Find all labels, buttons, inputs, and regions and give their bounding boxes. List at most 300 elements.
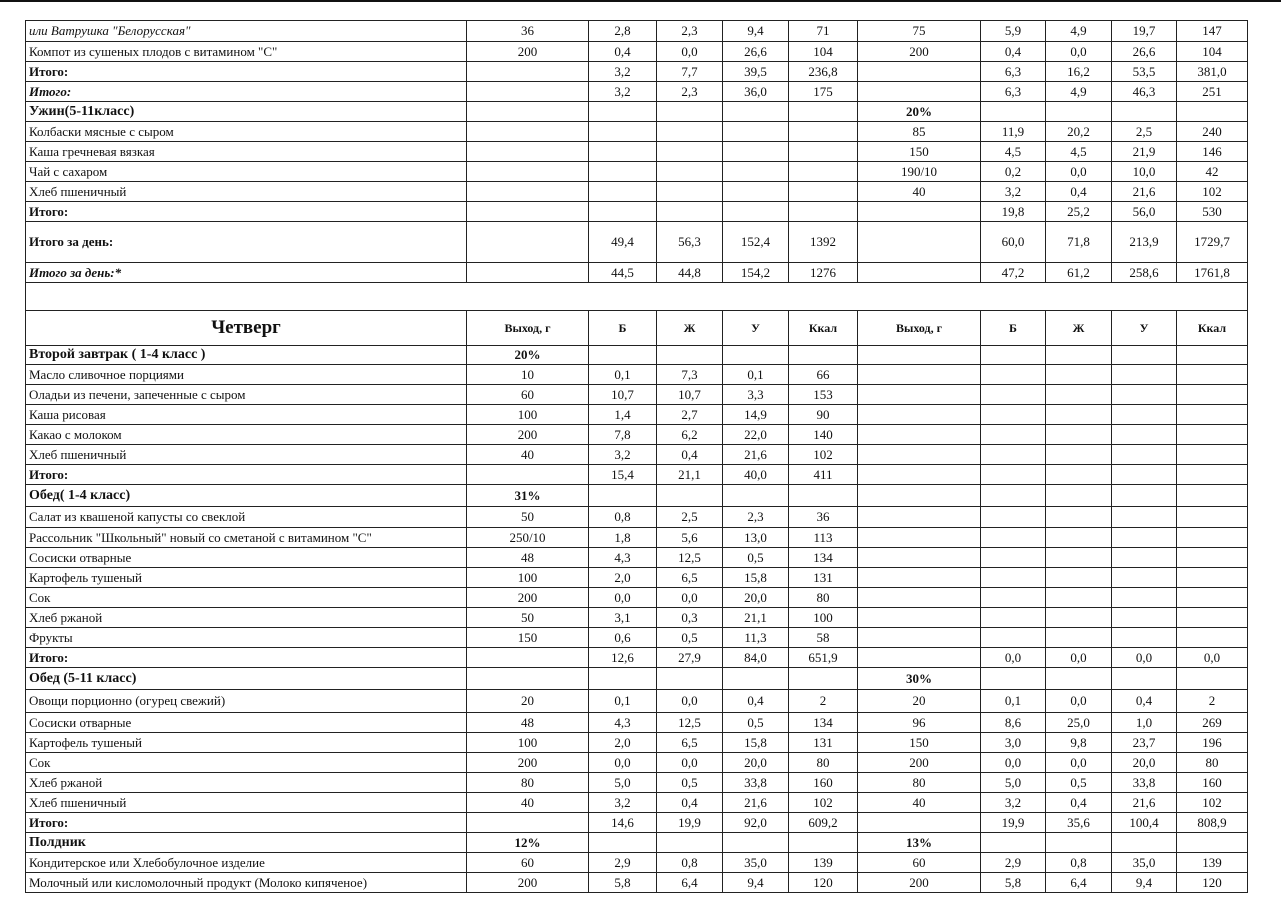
fat-1-4-cell: 12,5 xyxy=(657,548,723,568)
carbs-5-11-cell xyxy=(1112,346,1177,365)
fat-5-11-cell: 6,4 xyxy=(1046,873,1112,893)
kcal-1-4-cell: 131 xyxy=(789,568,858,588)
fat-5-11-cell: 25,2 xyxy=(1046,202,1112,222)
table-row xyxy=(26,202,1248,222)
protein-1-4-cell xyxy=(589,142,657,162)
protein-1-4-cell xyxy=(589,668,657,690)
carbs-1-4-cell: 40,0 xyxy=(723,465,789,485)
fat-5-11-cell xyxy=(1046,668,1112,690)
fat-5-11-cell: 4,9 xyxy=(1046,82,1112,102)
protein-5-11-cell xyxy=(981,628,1046,648)
yield-5-11-cell: 80 xyxy=(858,773,981,793)
section-header-row xyxy=(26,346,1248,365)
kcal-5-11-cell xyxy=(1177,465,1248,485)
yield-1-4-cell: 10 xyxy=(467,365,589,385)
yield-1-4-cell: 50 xyxy=(467,608,589,628)
yield-5-11-cell xyxy=(858,346,981,365)
protein-5-11-cell: 3,2 xyxy=(981,793,1046,813)
fat-1-4-cell: 12,5 xyxy=(657,713,723,733)
carbs-5-11-cell: 21,6 xyxy=(1112,793,1177,813)
yield-1-4-cell: 200 xyxy=(467,873,589,893)
item-name-cell: или Ватрушка "Белорусская" xyxy=(26,21,467,42)
kcal-1-4-cell xyxy=(789,202,858,222)
carbs-1-4-cell: 152,4 xyxy=(723,222,789,263)
yield-5-11-cell: 30% xyxy=(858,668,981,690)
fat-1-4-cell: 0,4 xyxy=(657,793,723,813)
table-row xyxy=(26,122,1248,142)
protein-5-11-cell xyxy=(981,465,1046,485)
protein-1-4-cell xyxy=(589,182,657,202)
kcal-1-4-cell: 160 xyxy=(789,773,858,793)
kcal-1-4-cell xyxy=(789,485,858,507)
carbs-5-11-cell: 10,0 xyxy=(1112,162,1177,182)
protein-5-11-cell xyxy=(981,548,1046,568)
carbs-1-4-cell: 0,5 xyxy=(723,713,789,733)
protein-5-11-cell xyxy=(981,608,1046,628)
yield-5-11-cell: 200 xyxy=(858,42,981,62)
kcal-1-4-cell: 134 xyxy=(789,548,858,568)
kcal-1-4-cell xyxy=(789,162,858,182)
item-name-cell: Хлеб пшеничный xyxy=(26,445,467,465)
carbs-5-11-cell: 20,0 xyxy=(1112,753,1177,773)
item-name-cell: Каша рисовая xyxy=(26,405,467,425)
carbs-1-4-cell: 22,0 xyxy=(723,425,789,445)
fat-1-4-cell xyxy=(657,485,723,507)
carbs-1-4-cell: 154,2 xyxy=(723,263,789,283)
section-header-row xyxy=(26,833,1248,853)
section-header-row xyxy=(26,485,1248,507)
kcal-1-4-cell: 131 xyxy=(789,733,858,753)
fat-5-11-cell: 71,8 xyxy=(1046,222,1112,263)
table-row xyxy=(26,465,1248,485)
kcal-5-11-cell xyxy=(1177,628,1248,648)
carbs-1-4-cell: 3,3 xyxy=(723,385,789,405)
fat-1-4-cell: 6,5 xyxy=(657,568,723,588)
protein-5-11-cell: 47,2 xyxy=(981,263,1046,283)
yield-1-4-cell: Выход, г xyxy=(467,311,589,346)
table-row xyxy=(26,608,1248,628)
protein-1-4-cell: 5,0 xyxy=(589,773,657,793)
kcal-5-11-cell xyxy=(1177,528,1248,548)
carbs-5-11-cell: 0,4 xyxy=(1112,690,1177,713)
fat-1-4-cell: 19,9 xyxy=(657,813,723,833)
carbs-1-4-cell xyxy=(723,182,789,202)
yield-5-11-cell xyxy=(858,528,981,548)
table-row xyxy=(26,42,1248,62)
fat-5-11-cell: 0,0 xyxy=(1046,162,1112,182)
table-row xyxy=(26,405,1248,425)
kcal-5-11-cell xyxy=(1177,548,1248,568)
carbs-5-11-cell xyxy=(1112,588,1177,608)
kcal-5-11-cell: 1729,7 xyxy=(1177,222,1248,263)
yield-1-4-cell xyxy=(467,263,589,283)
item-name-cell: Ужин(5-11класс) xyxy=(26,102,467,122)
yield-1-4-cell xyxy=(467,668,589,690)
fat-5-11-cell xyxy=(1046,405,1112,425)
item-name-cell: Итого: xyxy=(26,465,467,485)
carbs-1-4-cell xyxy=(723,346,789,365)
carbs-5-11-cell: 21,9 xyxy=(1112,142,1177,162)
yield-1-4-cell xyxy=(467,182,589,202)
item-name-cell: Салат из квашеной капусты со свеклой xyxy=(26,507,467,528)
fat-5-11-cell xyxy=(1046,507,1112,528)
yield-5-11-cell: 20% xyxy=(858,102,981,122)
fat-1-4-cell xyxy=(657,102,723,122)
kcal-1-4-cell xyxy=(789,182,858,202)
protein-5-11-cell: 5,9 xyxy=(981,21,1046,42)
yield-5-11-cell: 190/10 xyxy=(858,162,981,182)
carbs-5-11-cell: 53,5 xyxy=(1112,62,1177,82)
kcal-5-11-cell xyxy=(1177,445,1248,465)
fat-1-4-cell: 0,0 xyxy=(657,690,723,713)
yield-5-11-cell: 200 xyxy=(858,873,981,893)
item-name-cell: Сосиски отварные xyxy=(26,713,467,733)
kcal-1-4-cell: 175 xyxy=(789,82,858,102)
protein-5-11-cell xyxy=(981,385,1046,405)
carbs-5-11-cell: 19,7 xyxy=(1112,21,1177,42)
protein-5-11-cell: 4,5 xyxy=(981,142,1046,162)
kcal-1-4-cell xyxy=(789,833,858,853)
kcal-5-11-cell: 269 xyxy=(1177,713,1248,733)
protein-1-4-cell: 0,1 xyxy=(589,365,657,385)
table-row xyxy=(26,507,1248,528)
item-name-cell: Сок xyxy=(26,588,467,608)
kcal-5-11-cell xyxy=(1177,833,1248,853)
fat-1-4-cell: 7,3 xyxy=(657,365,723,385)
kcal-5-11-cell: 196 xyxy=(1177,733,1248,753)
fat-1-4-cell xyxy=(657,833,723,853)
protein-5-11-cell xyxy=(981,102,1046,122)
item-name-cell: Четверг xyxy=(26,311,467,346)
item-name-cell: Итого: xyxy=(26,82,467,102)
carbs-5-11-cell xyxy=(1112,833,1177,853)
protein-5-11-cell: 0,1 xyxy=(981,690,1046,713)
yield-5-11-cell: 75 xyxy=(858,21,981,42)
yield-1-4-cell xyxy=(467,122,589,142)
fat-5-11-cell xyxy=(1046,385,1112,405)
yield-5-11-cell: Выход, г xyxy=(858,311,981,346)
carbs-1-4-cell: 84,0 xyxy=(723,648,789,668)
yield-1-4-cell xyxy=(467,162,589,182)
yield-1-4-cell: 200 xyxy=(467,42,589,62)
protein-1-4-cell: 1,8 xyxy=(589,528,657,548)
table-row xyxy=(26,425,1248,445)
kcal-1-4-cell: 609,2 xyxy=(789,813,858,833)
carbs-5-11-cell xyxy=(1112,425,1177,445)
yield-1-4-cell xyxy=(467,82,589,102)
carbs-1-4-cell xyxy=(723,668,789,690)
carbs-5-11-cell xyxy=(1112,465,1177,485)
protein-5-11-cell xyxy=(981,405,1046,425)
fat-5-11-cell: 35,6 xyxy=(1046,813,1112,833)
yield-1-4-cell: 100 xyxy=(467,568,589,588)
protein-5-11-cell: 6,3 xyxy=(981,62,1046,82)
item-name-cell: Картофель тушеный xyxy=(26,568,467,588)
section-header-row xyxy=(26,102,1248,122)
fat-5-11-cell: 0,0 xyxy=(1046,753,1112,773)
table-row xyxy=(26,445,1248,465)
fat-5-11-cell: 16,2 xyxy=(1046,62,1112,82)
fat-5-11-cell: 0,0 xyxy=(1046,690,1112,713)
item-name-cell: Каша гречневая вязкая xyxy=(26,142,467,162)
section-header-row xyxy=(26,668,1248,690)
carbs-5-11-cell: 0,0 xyxy=(1112,648,1177,668)
carbs-1-4-cell: 20,0 xyxy=(723,588,789,608)
fat-5-11-cell: 20,2 xyxy=(1046,122,1112,142)
carbs-1-4-cell: 35,0 xyxy=(723,853,789,873)
scan-edge-line xyxy=(0,0,1281,2)
protein-5-11-cell xyxy=(981,425,1046,445)
fat-5-11-cell: 0,0 xyxy=(1046,648,1112,668)
yield-5-11-cell: 96 xyxy=(858,713,981,733)
carbs-1-4-cell: 26,6 xyxy=(723,42,789,62)
kcal-5-11-cell xyxy=(1177,365,1248,385)
kcal-1-4-cell: 236,8 xyxy=(789,62,858,82)
yield-5-11-cell xyxy=(858,813,981,833)
carbs-1-4-cell: У xyxy=(723,311,789,346)
carbs-1-4-cell: 0,4 xyxy=(723,690,789,713)
fat-1-4-cell: 0,3 xyxy=(657,608,723,628)
protein-5-11-cell xyxy=(981,668,1046,690)
yield-5-11-cell xyxy=(858,445,981,465)
item-name-cell: Фрукты xyxy=(26,628,467,648)
carbs-5-11-cell: 100,4 xyxy=(1112,813,1177,833)
kcal-1-4-cell: 36 xyxy=(789,507,858,528)
fat-1-4-cell xyxy=(657,668,723,690)
fat-1-4-cell: 0,5 xyxy=(657,628,723,648)
yield-1-4-cell: 80 xyxy=(467,773,589,793)
yield-1-4-cell xyxy=(467,62,589,82)
kcal-1-4-cell: 2 xyxy=(789,690,858,713)
kcal-1-4-cell: 651,9 xyxy=(789,648,858,668)
kcal-5-11-cell: 102 xyxy=(1177,182,1248,202)
carbs-5-11-cell xyxy=(1112,528,1177,548)
carbs-1-4-cell: 21,1 xyxy=(723,608,789,628)
yield-5-11-cell xyxy=(858,507,981,528)
carbs-1-4-cell: 11,3 xyxy=(723,628,789,648)
yield-1-4-cell xyxy=(467,648,589,668)
protein-1-4-cell: 12,6 xyxy=(589,648,657,668)
protein-1-4-cell: 3,2 xyxy=(589,62,657,82)
carbs-1-4-cell: 0,1 xyxy=(723,365,789,385)
table-row xyxy=(26,548,1248,568)
kcal-5-11-cell xyxy=(1177,588,1248,608)
fat-1-4-cell: 0,8 xyxy=(657,853,723,873)
fat-1-4-cell: 21,1 xyxy=(657,465,723,485)
carbs-1-4-cell: 20,0 xyxy=(723,753,789,773)
carbs-5-11-cell: 2,5 xyxy=(1112,122,1177,142)
item-name-cell: Компот из сушеных плодов с витамином "С" xyxy=(26,42,467,62)
kcal-5-11-cell: 80 xyxy=(1177,753,1248,773)
carbs-1-4-cell: 15,8 xyxy=(723,568,789,588)
protein-1-4-cell: 3,2 xyxy=(589,82,657,102)
yield-5-11-cell xyxy=(858,485,981,507)
kcal-5-11-cell: 530 xyxy=(1177,202,1248,222)
protein-1-4-cell xyxy=(589,833,657,853)
kcal-5-11-cell: 160 xyxy=(1177,773,1248,793)
protein-5-11-cell: 0,4 xyxy=(981,42,1046,62)
fat-5-11-cell xyxy=(1046,588,1112,608)
kcal-5-11-cell: 240 xyxy=(1177,122,1248,142)
fat-1-4-cell: 2,7 xyxy=(657,405,723,425)
item-name-cell: Итого: xyxy=(26,202,467,222)
fat-5-11-cell xyxy=(1046,425,1112,445)
carbs-5-11-cell: 258,6 xyxy=(1112,263,1177,283)
table-row xyxy=(26,773,1248,793)
yield-5-11-cell xyxy=(858,648,981,668)
yield-5-11-cell: 13% xyxy=(858,833,981,853)
kcal-5-11-cell: 104 xyxy=(1177,42,1248,62)
item-name-cell: Рассольник "Школьный" новый со сметаной с витамином "С" xyxy=(26,528,467,548)
fat-5-11-cell xyxy=(1046,445,1112,465)
fat-1-4-cell: 0,0 xyxy=(657,588,723,608)
item-name-cell: Полдник xyxy=(26,833,467,853)
carbs-1-4-cell xyxy=(723,102,789,122)
fat-5-11-cell: 9,8 xyxy=(1046,733,1112,753)
protein-5-11-cell: Б xyxy=(981,311,1046,346)
fat-1-4-cell: 0,4 xyxy=(657,445,723,465)
protein-1-4-cell: 5,8 xyxy=(589,873,657,893)
yield-1-4-cell: 40 xyxy=(467,793,589,813)
fat-1-4-cell: 5,6 xyxy=(657,528,723,548)
carbs-5-11-cell: 1,0 xyxy=(1112,713,1177,733)
table-row xyxy=(26,648,1248,668)
yield-5-11-cell xyxy=(858,222,981,263)
table-row xyxy=(26,142,1248,162)
kcal-5-11-cell xyxy=(1177,102,1248,122)
kcal-1-4-cell: 104 xyxy=(789,42,858,62)
protein-5-11-cell: 0,0 xyxy=(981,753,1046,773)
yield-1-4-cell: 50 xyxy=(467,507,589,528)
fat-1-4-cell xyxy=(657,122,723,142)
kcal-5-11-cell: 102 xyxy=(1177,793,1248,813)
carbs-1-4-cell: 9,4 xyxy=(723,873,789,893)
kcal-1-4-cell: 80 xyxy=(789,753,858,773)
protein-5-11-cell: 19,9 xyxy=(981,813,1046,833)
yield-1-4-cell: 60 xyxy=(467,385,589,405)
protein-5-11-cell xyxy=(981,445,1046,465)
fat-1-4-cell: 2,5 xyxy=(657,507,723,528)
fat-1-4-cell: 6,2 xyxy=(657,425,723,445)
fat-5-11-cell xyxy=(1046,485,1112,507)
yield-5-11-cell xyxy=(858,202,981,222)
kcal-5-11-cell: 146 xyxy=(1177,142,1248,162)
yield-5-11-cell: 40 xyxy=(858,182,981,202)
protein-1-4-cell: 0,8 xyxy=(589,507,657,528)
carbs-1-4-cell: 92,0 xyxy=(723,813,789,833)
yield-1-4-cell: 20% xyxy=(467,346,589,365)
kcal-5-11-cell: 0,0 xyxy=(1177,648,1248,668)
menu-nutrition-table xyxy=(25,20,1248,893)
protein-1-4-cell: 0,1 xyxy=(589,690,657,713)
carbs-5-11-cell xyxy=(1112,485,1177,507)
kcal-1-4-cell xyxy=(789,346,858,365)
carbs-5-11-cell xyxy=(1112,568,1177,588)
table-row xyxy=(26,62,1248,82)
kcal-1-4-cell: 71 xyxy=(789,21,858,42)
yield-1-4-cell: 100 xyxy=(467,405,589,425)
fat-5-11-cell xyxy=(1046,465,1112,485)
item-name-cell: Итого: xyxy=(26,62,467,82)
kcal-1-4-cell xyxy=(789,122,858,142)
protein-1-4-cell xyxy=(589,485,657,507)
fat-5-11-cell xyxy=(1046,346,1112,365)
kcal-5-11-cell: 381,0 xyxy=(1177,62,1248,82)
kcal-5-11-cell: 42 xyxy=(1177,162,1248,182)
protein-1-4-cell: 0,6 xyxy=(589,628,657,648)
item-name-cell: Оладьи из печени, запеченные с сыром xyxy=(26,385,467,405)
spacer-row xyxy=(26,283,1248,311)
fat-5-11-cell: 0,8 xyxy=(1046,853,1112,873)
yield-5-11-cell xyxy=(858,62,981,82)
protein-5-11-cell: 8,6 xyxy=(981,713,1046,733)
carbs-1-4-cell: 33,8 xyxy=(723,773,789,793)
kcal-1-4-cell: 100 xyxy=(789,608,858,628)
fat-5-11-cell xyxy=(1046,608,1112,628)
table-row xyxy=(26,588,1248,608)
carbs-1-4-cell: 2,3 xyxy=(723,507,789,528)
carbs-5-11-cell xyxy=(1112,608,1177,628)
table-row xyxy=(26,182,1248,202)
fat-1-4-cell xyxy=(657,142,723,162)
protein-5-11-cell: 19,8 xyxy=(981,202,1046,222)
carbs-5-11-cell: 35,0 xyxy=(1112,853,1177,873)
protein-1-4-cell: 4,3 xyxy=(589,713,657,733)
kcal-1-4-cell: 139 xyxy=(789,853,858,873)
protein-1-4-cell xyxy=(589,202,657,222)
carbs-1-4-cell xyxy=(723,122,789,142)
fat-1-4-cell: 56,3 xyxy=(657,222,723,263)
fat-1-4-cell: 6,5 xyxy=(657,733,723,753)
yield-1-4-cell: 200 xyxy=(467,588,589,608)
kcal-5-11-cell: 139 xyxy=(1177,853,1248,873)
fat-1-4-cell: 10,7 xyxy=(657,385,723,405)
carbs-5-11-cell xyxy=(1112,445,1177,465)
item-name-cell: Итого за день: xyxy=(26,222,467,263)
fat-1-4-cell xyxy=(657,162,723,182)
kcal-5-11-cell: 251 xyxy=(1177,82,1248,102)
item-name-cell: Второй завтрак ( 1-4 класс ) xyxy=(26,346,467,365)
fat-1-4-cell: 0,0 xyxy=(657,753,723,773)
protein-1-4-cell: 14,6 xyxy=(589,813,657,833)
yield-1-4-cell xyxy=(467,222,589,263)
kcal-1-4-cell: 113 xyxy=(789,528,858,548)
carbs-5-11-cell: 26,6 xyxy=(1112,42,1177,62)
carbs-5-11-cell xyxy=(1112,405,1177,425)
yield-1-4-cell xyxy=(467,202,589,222)
fat-5-11-cell: 61,2 xyxy=(1046,263,1112,283)
table-row xyxy=(26,793,1248,813)
kcal-5-11-cell xyxy=(1177,668,1248,690)
kcal-1-4-cell: 66 xyxy=(789,365,858,385)
table-body xyxy=(26,21,1248,893)
yield-5-11-cell xyxy=(858,405,981,425)
protein-1-4-cell: 15,4 xyxy=(589,465,657,485)
yield-1-4-cell xyxy=(467,813,589,833)
fat-5-11-cell xyxy=(1046,833,1112,853)
fat-1-4-cell xyxy=(657,182,723,202)
item-name-cell: Хлеб ржаной xyxy=(26,608,467,628)
protein-5-11-cell: 6,3 xyxy=(981,82,1046,102)
yield-5-11-cell xyxy=(858,263,981,283)
fat-5-11-cell: 0,4 xyxy=(1046,793,1112,813)
protein-1-4-cell: 7,8 xyxy=(589,425,657,445)
yield-5-11-cell xyxy=(858,385,981,405)
kcal-1-4-cell xyxy=(789,668,858,690)
fat-1-4-cell: Ж xyxy=(657,311,723,346)
yield-5-11-cell: 60 xyxy=(858,853,981,873)
yield-5-11-cell: 40 xyxy=(858,793,981,813)
